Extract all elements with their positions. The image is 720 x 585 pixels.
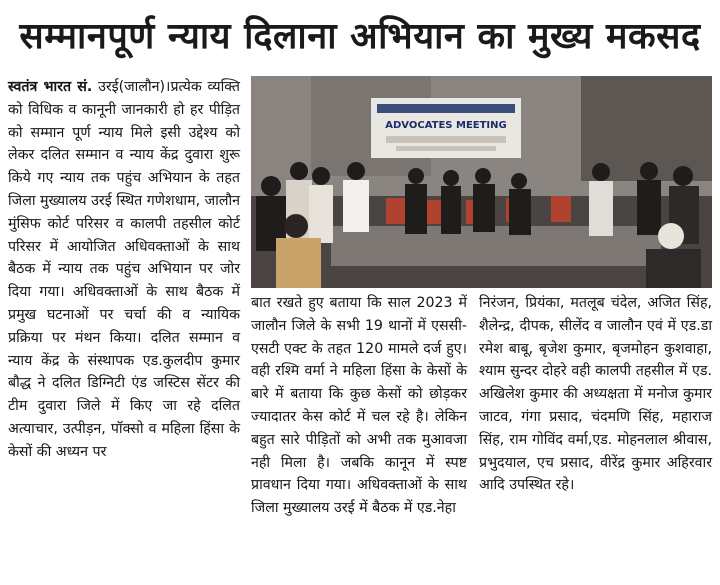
article-column-2 xyxy=(251,292,467,520)
article-column-3 xyxy=(479,292,712,497)
byline: स्वतंत्र भारत सं. xyxy=(8,79,93,95)
banner-text: ADVOCATES MEETING xyxy=(385,120,507,131)
headline: सम्मानपूर्ण न्याय दिलाना अभियान का मुख्य मकसद xyxy=(19,16,701,57)
dateline: उरई(जालौन)। xyxy=(92,79,171,95)
column-2-text: बात रखते हुए बताया कि साल 2023 में जालौन जिले के सभी 19 थानों में एससी-एसटी एक्ट के तहत 120 मामले दर्ज हुए। वही रश्मि वर्मा ने महिला हिंसा के केसों के बारे में बताया कि कुछ केसों को छोड़कर ज्यादातर केस कोर्ट में चल रहे है। लेकिन बहुत सारे पीड़ितों को अभी तक मुआवजा नही मिला है। जबकि कानून में स्पष्ट प्रावधान दिया गया। अधिवक्ताओं के साथ जिला मुख्यालय उरई में बैठक में एड.नेहा xyxy=(251,295,467,517)
article-column-1 xyxy=(8,76,240,464)
meeting-photo-illustration xyxy=(251,76,712,288)
news-photo xyxy=(251,76,712,288)
column-3-text: निरंजन, प्रियंका, मतलूब चंदेल, अजित सिंह, शैलेन्द्र, दीपक, सीलेंद व जालौन एवं में एड.डा रमेश बाबू, बृजेश कुमार, बृजमोहन कुशवाहा, श्याम सुन्दर दोहरे वही कालपी तहसील में एड. अखिलेश कुमार की अध्यक्षता में मनोज कुमार जाटव, गंगा प्रसाद, चंदमणि सिंह, महाराज सिंह, राम गोविंद वर्मा,एड. मोहनलाल श्रीवास, प्रभुदयाल, एच प्रसाद, वीरेंद्र कुमार अहिरवार आदि उपस्थित रहे। xyxy=(479,295,712,494)
column-1-text: प्रत्येक व्यक्ति को विधिक व कानूनी जानकारी हो हर पीड़ित को सम्मान पूर्ण न्याय मिले इसी उद्देश्य को लेकर दलित सम्मान व न्याय केंद्र दुवारा शुरू किये गए न्याय तक पहुंच अभियान के तहत जिला मुख्यालय उरई स्थित गणेशधाम, जालौन मुंसिफ कोर्ट परिसर व कालपी तहसील कोर्ट परिसर में आयोजित अधिवक्ताओं के साथ बैठक में न्याय तक पहुंच अभियान पर जोर दिया गया। अधिवक्ताओं के साथ बैठक में प्रमुख घटनाओं पर चर्चा की व न्यायिक प्रक्रिया पर मंथन किया। दलित सम्मान व न्याय केंद्र के संस्थापक एड.कुलदीप कुमार बौद्ध ने दलित डिग्निटी एंड जस्टिस सेंटर की टीम दुवारा जिले में किए जा रहे दलित अत्याचार, उत्पीड़न, पॉक्सो व महिला हिंसा के केसों की अध्यन पर xyxy=(8,79,240,460)
